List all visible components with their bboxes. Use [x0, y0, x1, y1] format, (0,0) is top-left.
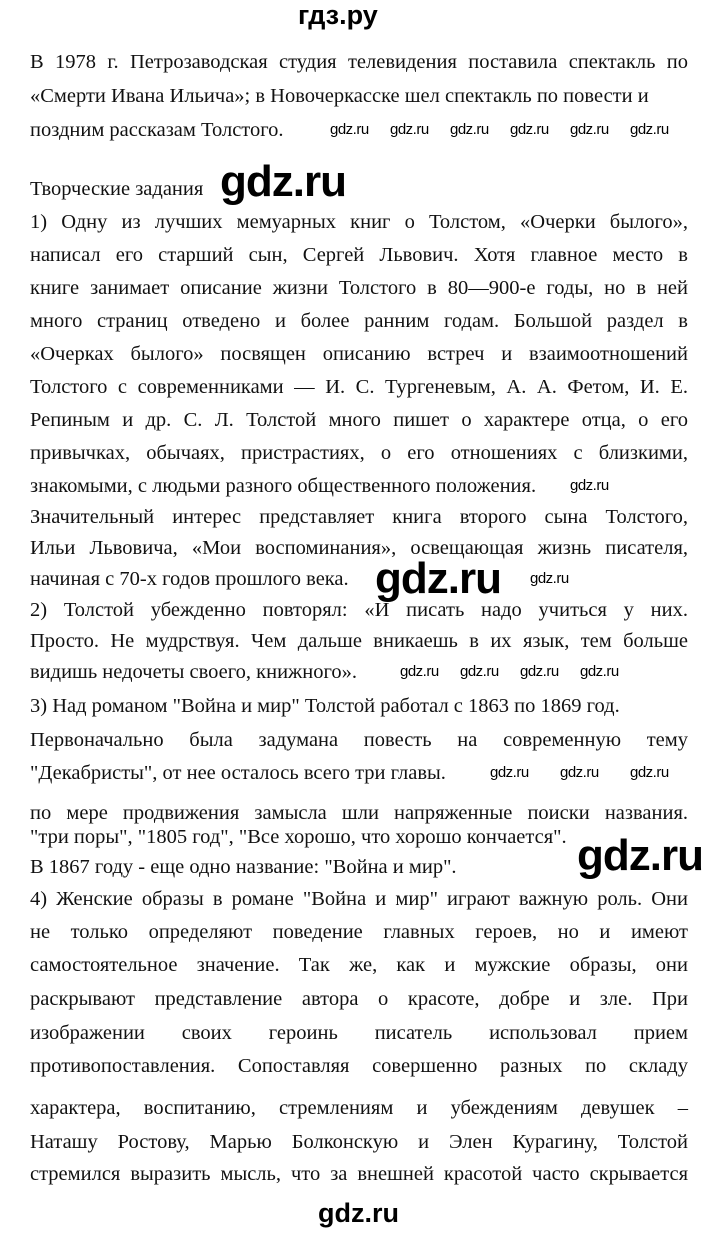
watermark-small: gdz.ru	[460, 663, 499, 680]
watermark-small: gdz.ru	[630, 764, 669, 781]
watermark-small: gdz.ru	[570, 477, 609, 494]
text-line: Первоначально была задумана повесть на современную тему	[30, 729, 688, 751]
text-line: «Смерти Ивана Ильича»; в Новочеркасске шел спектакль по повести и	[30, 85, 649, 107]
text-line: В 1867 году - еще одно название: "Война и мир".	[30, 856, 457, 878]
watermark: gdz.ru	[375, 554, 501, 603]
watermark-small: gdz.ru	[570, 121, 609, 138]
text-line: раскрывают представление автора о красоте, добре и зле. При	[30, 988, 688, 1010]
text-line: Репиным и др. С. Л. Толстой много пишет о характере отца, о его	[30, 409, 688, 431]
text-line: знакомыми, с людьми разного общественного положения.	[30, 475, 537, 497]
text-line: привычках, обычаях, пристрастиях, о его отношениях с близкими,	[30, 442, 688, 464]
text-line: 4) Женские образы в романе "Война и мир" играют важную роль. Они	[30, 888, 688, 910]
watermark-small: gdz.ru	[490, 764, 529, 781]
text-line: Наташу Ростову, Марью Болконскую и Элен Курагину, Толстой	[30, 1131, 688, 1153]
site-footer-logo: gdz.ru	[318, 1198, 399, 1228]
text-line: В 1978 г. Петрозаводская студия телевидения поставила спектакль по	[30, 51, 688, 73]
text-line: Просто. Не мудрствуя. Чем дальше вникаешь в их язык, тем больше	[30, 630, 688, 652]
watermark-small: gdz.ru	[450, 121, 489, 138]
text-line: Толстого с современниками — И. С. Тургеневым, А. А. Фетом, И. Е.	[30, 376, 688, 398]
text-line: «Очерках былого» посвящен описанию встреч и взаимоотношений	[30, 343, 688, 365]
text-line: видишь недочеты своего, книжного».	[30, 661, 357, 683]
text-line: поздним рассказам Толстого.	[30, 119, 284, 141]
text-line: стремился выразить мысль, что за внешней красотой часто скрывается	[30, 1163, 688, 1185]
text-line: 3) Над романом "Война и мир" Толстой работал с 1863 по 1869 год.	[30, 695, 620, 717]
watermark-small: gdz.ru	[530, 570, 569, 587]
watermark-small: gdz.ru	[390, 121, 429, 138]
text-line: самостоятельное значение. Так же, как и мужские образы, они	[30, 954, 688, 976]
text-line: "три поры", "1805 год", "Все хорошо, что хорошо кончается".	[30, 826, 567, 848]
text-line: противопоставления. Сопоставляя совершенно разных по складу	[30, 1055, 688, 1077]
text-line: много страниц отведено и более ранним годам. Большой раздел в	[30, 310, 688, 332]
text-line: "Декабристы", от нее осталось всего три главы.	[30, 762, 446, 784]
text-line: не только определяют поведение главных героев, но и имеют	[30, 921, 688, 943]
text-line: изображении своих героинь писатель использовал прием	[30, 1022, 688, 1044]
watermark: gdz.ru	[220, 157, 346, 206]
text-line: написал его старший сын, Сергей Львович. Хотя главное место в	[30, 244, 688, 266]
watermark-small: gdz.ru	[630, 121, 669, 138]
watermark-small: gdz.ru	[580, 663, 619, 680]
watermark-small: gdz.ru	[520, 663, 559, 680]
text-line: 1) Одну из лучших мемуарных книг о Толстом, «Очерки былого»,	[30, 211, 688, 233]
watermark-small: gdz.ru	[510, 121, 549, 138]
text-line: Ильи Львовича, «Мои воспоминания», освещающая жизнь писателя,	[30, 537, 688, 559]
text-line: начиная с 70-х годов прошлого века.	[30, 568, 349, 590]
text-line: 2) Толстой убежденно повторял: «И писать надо учиться у них.	[30, 599, 688, 621]
site-header-logo: гдз.ру	[298, 0, 378, 30]
text-line: Значительный интерес представляет книга второго сына Толстого,	[30, 506, 688, 528]
text-line: по мере продвижения замысла шли напряженные поиски названия.	[30, 802, 688, 824]
watermark-small: gdz.ru	[560, 764, 599, 781]
text-line: книге занимает описание жизни Толстого в 80—900-е годы, но в ней	[30, 277, 688, 299]
watermark-small: gdz.ru	[330, 121, 369, 138]
text-line: Творческие задания	[30, 178, 204, 200]
watermark-small: gdz.ru	[400, 663, 439, 680]
watermark: gdz.ru	[577, 831, 703, 880]
text-line: характера, воспитанию, стремлениям и убеждениям девушек –	[30, 1097, 688, 1119]
